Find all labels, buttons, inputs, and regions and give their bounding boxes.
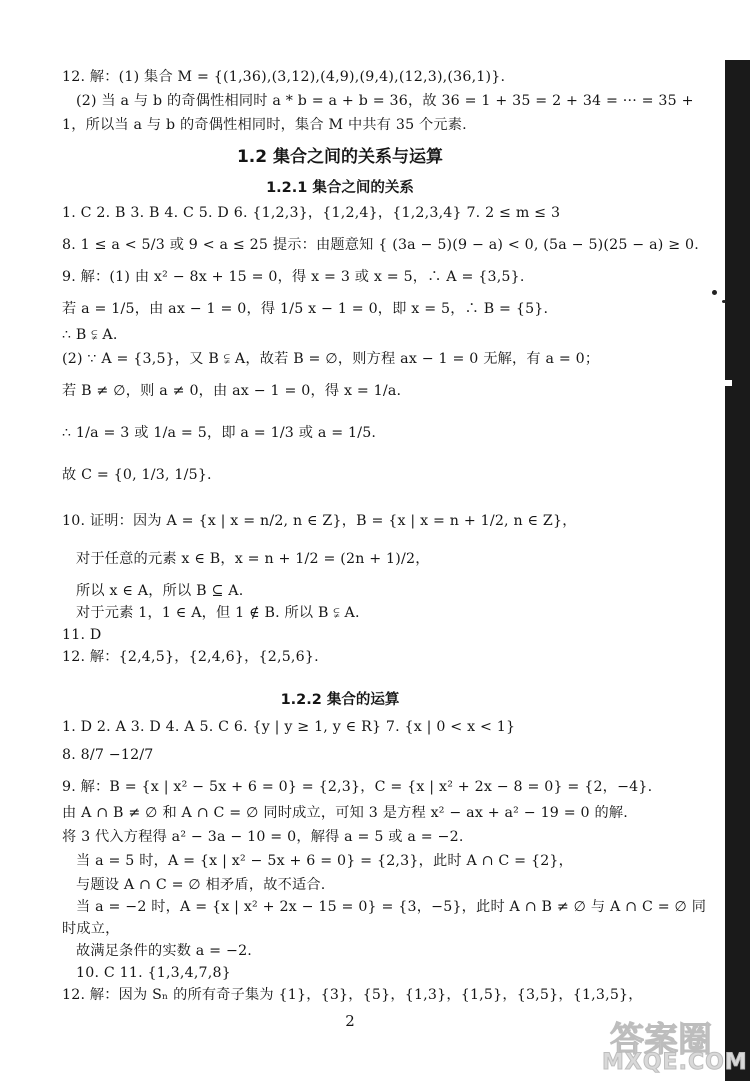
answer-line: ∴ B ⫋ A. (62, 327, 118, 343)
answer-line: 故满足条件的实数 a = −2. (76, 943, 252, 959)
answer-line: 12. 解：因为 Sₙ 的所有奇子集为 {1}，{3}，{5}，{1,3}，{1,5}，{3,5}，{1,3,5}， (62, 987, 643, 1003)
watermark-url: MXQE.COM (602, 1050, 748, 1075)
scan-speck (712, 290, 717, 295)
answer-line: 8. 1 ≤ a < 5/3 或 9 < a ≤ 25 提示：由题意知 { (3a − 5)(9 − a) < 0, (5a − 5)(25 − a) ≥ 0. (62, 237, 699, 253)
answer-line: 8. 8/7 −12/7 (62, 747, 154, 763)
answer-line: (2) 当 a 与 b 的奇偶性相同时 a * b = a + b = 36，故 36 = 1 + 35 = 2 + 34 = ··· = 35 + (76, 93, 694, 109)
watermark-logo-text: 答案圈 (610, 1020, 712, 1060)
answer-line: 故 C = {0, 1/3, 1/5}. (62, 467, 212, 483)
answer-line: 若 B ≠ ∅，则 a ≠ 0，由 ax − 1 = 0，得 x = 1/a. (62, 383, 402, 399)
answer-line: 11. D (62, 627, 102, 643)
answer-line: 9. 解：(1) 由 x² − 8x + 15 = 0，得 x = 3 或 x = 5，∴ A = {3,5}. (62, 269, 525, 285)
site-watermark (590, 1012, 748, 1077)
scan-speck (722, 300, 726, 303)
subsection-title: 1.2.1 集合之间的关系 (266, 180, 414, 196)
section-title: 1.2 集合之间的关系与运算 (236, 147, 444, 167)
answer-line: 对于任意的元素 x ∈ B，x = n + 1/2 = (2n + 1)/2， (76, 551, 430, 567)
answer-line: 时成立， (62, 921, 120, 937)
answer-line: 1. D 2. A 3. D 4. A 5. C 6. {y | y ≥ 1, y ∈ R} 7. {x | 0 < x < 1} (62, 719, 516, 735)
answer-line: 与题设 A ∩ C = ∅ 相矛盾，故不适合. (76, 877, 326, 893)
answer-line: 当 a = 5 时，A = {x | x² − 5x + 6 = 0} = {2,3}，此时 A ∩ C = {2}， (76, 853, 574, 869)
answer-line: 由 A ∩ B ≠ ∅ 和 A ∩ C = ∅ 同时成立，可知 3 是方程 x² − ax + a² − 19 = 0 的解. (62, 805, 628, 821)
answer-line: 对于元素 1，1 ∈ A，但 1 ∉ B. 所以 B ⫋ A. (76, 605, 360, 621)
answer-line: 当 a = −2 时，A = {x | x² + 2x − 15 = 0} = {3，−5}，此时 A ∩ B ≠ ∅ 与 A ∩ C = ∅ 同 (76, 899, 707, 915)
answer-line: 1，所以当 a 与 b 的奇偶性相同时，集合 M 中共有 35 个元素. (62, 117, 467, 133)
answer-line: ∴ 1/a = 3 或 1/a = 5，即 a = 1/3 或 a = 1/5. (62, 425, 377, 441)
answer-line: 将 3 代入方程得 a² − 3a − 10 = 0，解得 a = 5 或 a = −2. (62, 829, 464, 845)
answer-line: 12. 解：{2,4,5}，{2,4,6}，{2,5,6}. (62, 649, 319, 665)
scan-edge-bar (725, 0, 750, 1081)
answer-line: 12. 解：(1) 集合 M = {(1,36),(3,12),(4,9),(9,4),(12,3),(36,1)}. (62, 69, 506, 85)
answer-line: 10. C 11. {1,3,4,7,8} (76, 965, 231, 981)
answer-line: 10. 证明：因为 A = {x | x = n/2, n ∈ Z}，B = {x | x = n + 1/2, n ∈ Z}， (62, 513, 577, 529)
answer-line: 9. 解：B = {x | x² − 5x + 6 = 0} = {2,3}，C = {x | x² + 2x − 8 = 0} = {2，−4}. (62, 779, 653, 795)
scan-edge-top (714, 0, 750, 60)
answer-line: 若 a = 1/5，由 ax − 1 = 0，得 1/5 x − 1 = 0，即 x = 5，∴ B = {5}. (62, 301, 549, 317)
page-number: 2 (345, 1012, 355, 1030)
subsection-title: 1.2.2 集合的运算 (280, 692, 400, 708)
answer-line: 1. C 2. B 3. B 4. C 5. D 6. {1,2,3}，{1,2,4}，{1,2,3,4} 7. 2 ≤ m ≤ 3 (62, 205, 561, 221)
answer-line: (2) ∵ A = {3,5}，又 B ⫋ A，故若 B = ∅，则方程 ax − 1 = 0 无解，有 a = 0； (62, 351, 600, 367)
scan-edge-gap (722, 380, 732, 386)
answer-line: 所以 x ∈ A，所以 B ⊆ A. (76, 583, 244, 599)
